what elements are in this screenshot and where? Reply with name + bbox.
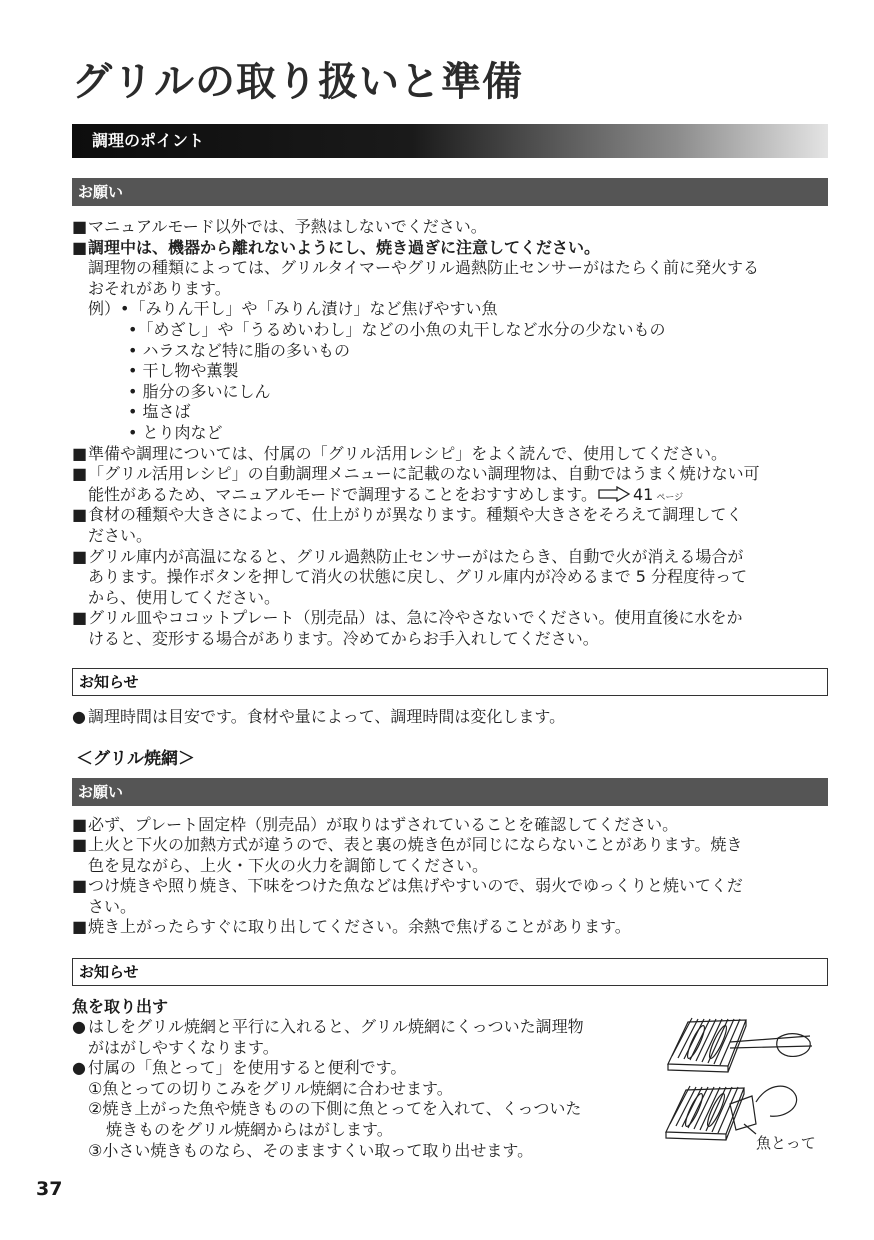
list-item — [72, 320, 832, 341]
list-item-text: 調理時間は目安です。食材や量によって、調理時間は変化します。 — [88, 707, 566, 726]
grill-rack-tongs-illustration-icon — [660, 1012, 830, 1154]
list-item — [72, 444, 832, 465]
list-marker: ● — [72, 1017, 86, 1036]
list-item — [72, 547, 832, 568]
list-item-text: • 干し物や薫製 — [128, 361, 239, 381]
oshirase-header-1: お知らせ — [72, 668, 828, 696]
list-marker: ■ — [72, 237, 88, 257]
list-item-text: 焼きものをグリル焼網からはがします。 — [106, 1119, 393, 1139]
list-item — [72, 815, 832, 835]
list-marker: ■ — [72, 546, 88, 566]
list-item-text: 調理物の種類によっては、グリルタイマーやグリル過熱防止センサーがはたらく前に発火する — [88, 258, 760, 278]
list-item — [72, 1099, 662, 1120]
list-item — [72, 856, 832, 876]
list-item-text: 準備や調理については、付属の「グリル活用レシピ」をよく読んで、使用してください。 — [88, 443, 727, 463]
list-marker: ■ — [72, 815, 88, 834]
ref-page-suffix: ページ — [656, 492, 684, 503]
oshirase-header-2: お知らせ — [72, 958, 828, 986]
list-item — [72, 1120, 662, 1141]
list-item — [72, 402, 832, 423]
list-item-text: 調理中は、機器から離れないようにし、焼き過ぎに注意してください。 — [88, 237, 601, 257]
sub-heading-grill-rack: ＜グリル焼網＞ — [76, 749, 195, 769]
list-marker: ■ — [72, 217, 88, 236]
list-marker: ■ — [72, 464, 88, 484]
list-item — [72, 258, 832, 279]
onegai-header-1: お願い — [72, 178, 828, 206]
list-item-text: グリル庫内が高温になると、グリル過熱防止センサーがはたらき、自動で火が消える場合が — [88, 546, 744, 566]
list-item-text: がはがしやすくなります。 — [88, 1037, 279, 1057]
list-item-text: 「グリル活用レシピ」の自動調理メニューに記載のない調理物は、自動ではうまく焼けない可 — [88, 464, 760, 484]
list-item-text: 必ず、プレート固定枠（別売品）が取りはずされていることを確認してください。 — [88, 815, 679, 834]
list-marker: ■ — [72, 608, 88, 628]
list-item — [72, 299, 832, 320]
list-item-text: 上火と下火の加熱方式が違うので、表と裏の焼き色が同じにならないことがあります。焼き — [88, 835, 743, 855]
list-item-text: ①魚とっての切りこみをグリル焼網に合わせます。 — [88, 1078, 453, 1098]
list-item — [72, 588, 832, 609]
list-item — [72, 485, 832, 506]
list-item-text: • 脂分の多いにしん — [128, 381, 271, 401]
list-item-text: グリル皿やココットプレート（別売品）は、急に冷やさないでください。使用直後に水をか — [88, 608, 743, 628]
list-item — [72, 1017, 662, 1038]
fish-removal-heading: 魚を取り出す — [72, 997, 169, 1016]
figure-caption: 魚とって — [756, 1134, 816, 1152]
pointing-hand-icon — [597, 486, 631, 508]
list-item — [72, 917, 832, 937]
list-marker: ■ — [72, 835, 88, 855]
onegai-list-2 — [72, 815, 832, 937]
list-item-text: • 塩さば — [128, 402, 191, 422]
list-item-text: 食材の種類や大きさによって、仕上がりが異なります。種類や大きさをそろえて調理してく — [88, 505, 743, 525]
list-item — [72, 464, 832, 485]
list-item-text: • とり肉など — [128, 422, 223, 442]
list-item — [72, 341, 832, 362]
list-item-text: 能性があるため、マニュアルモードで調理することをおすすめします。 — [88, 484, 597, 504]
list-item — [72, 1058, 662, 1079]
list-item-text: さい。 — [88, 896, 137, 916]
list-item-text: あります。操作ボタンを押して消火の状態に戻し、グリル庫内が冷めるまで 5 分程度待って — [88, 567, 748, 587]
list-marker: ■ — [72, 916, 88, 936]
list-item — [72, 629, 832, 650]
list-marker: ● — [72, 1058, 86, 1078]
list-item-text: ③小さい焼きものなら、そのまますくい取って取り出せます。 — [88, 1140, 534, 1160]
list-item — [72, 238, 832, 259]
list-item — [72, 1141, 662, 1162]
page-number: 37 — [36, 1178, 63, 1200]
onegai-header-2: お願い — [72, 778, 828, 806]
list-item — [72, 382, 832, 403]
list-item — [72, 423, 832, 444]
list-item — [72, 217, 832, 238]
list-item-text: 色を見ながら、上火・下火の火力を調節してください。 — [88, 855, 489, 875]
section-bar-cooking-points: 調理のポイント — [72, 124, 828, 158]
list-item-text: おそれがあります。 — [88, 278, 231, 298]
list-item-text: 付属の「魚とって」を使用すると便利です。 — [88, 1058, 407, 1078]
oshirase-list-1 — [72, 706, 832, 728]
list-item — [72, 279, 832, 300]
list-item — [72, 897, 832, 917]
list-item — [72, 361, 832, 382]
list-marker: ■ — [72, 505, 88, 525]
list-item-text: ②焼き上がった魚や焼きものの下側に魚とってを入れて、くっついた — [88, 1099, 582, 1119]
list-marker: ● — [72, 707, 86, 726]
list-item-text: ださい。 — [88, 525, 153, 545]
list-item-text: はしをグリル焼網と平行に入れると、グリル焼網にくっついた調理物 — [88, 1017, 584, 1036]
list-item-text: つけ焼きや照り焼き、下味をつけた魚などは焦げやすいので、弱火でゆっくりと焼いてくだ — [88, 876, 743, 896]
list-item-text: マニュアルモード以外では、予熱はしないでください。 — [88, 217, 487, 236]
list-item-text: • ハラスなど特に脂の多いもの — [128, 340, 351, 360]
list-marker: ■ — [72, 876, 88, 896]
list-item-text: から、使用してください。 — [88, 587, 281, 607]
list-item-text: 例）•「みりん干し」や「みりん漬け」など焦げやすい魚 — [88, 299, 498, 319]
list-item — [72, 526, 832, 547]
fish-grill-illustration — [660, 1012, 830, 1154]
list-item-text: けると、変形する場合があります。冷めてからお手入れしてください。 — [88, 628, 599, 648]
list-item — [72, 567, 832, 588]
list-item — [72, 505, 832, 526]
list-item — [72, 835, 832, 855]
page-title: グリルの取り扱いと準備 — [72, 59, 523, 105]
list-item — [72, 608, 832, 629]
list-marker: ■ — [72, 443, 88, 463]
list-item — [72, 706, 832, 728]
list-item — [72, 876, 832, 896]
list-item-text: 焼き上がったらすぐに取り出してください。余熱で焦げることがあります。 — [88, 916, 631, 936]
onegai-list-1 — [72, 217, 832, 649]
list-item — [72, 1079, 662, 1100]
list-item-text: •「めざし」や「うるめいわし」などの小魚の丸干しなど水分の少ないもの — [128, 319, 666, 339]
ref-page-number: 41 — [632, 484, 654, 504]
list-item — [72, 1038, 662, 1059]
oshirase-list-2 — [72, 1017, 662, 1161]
